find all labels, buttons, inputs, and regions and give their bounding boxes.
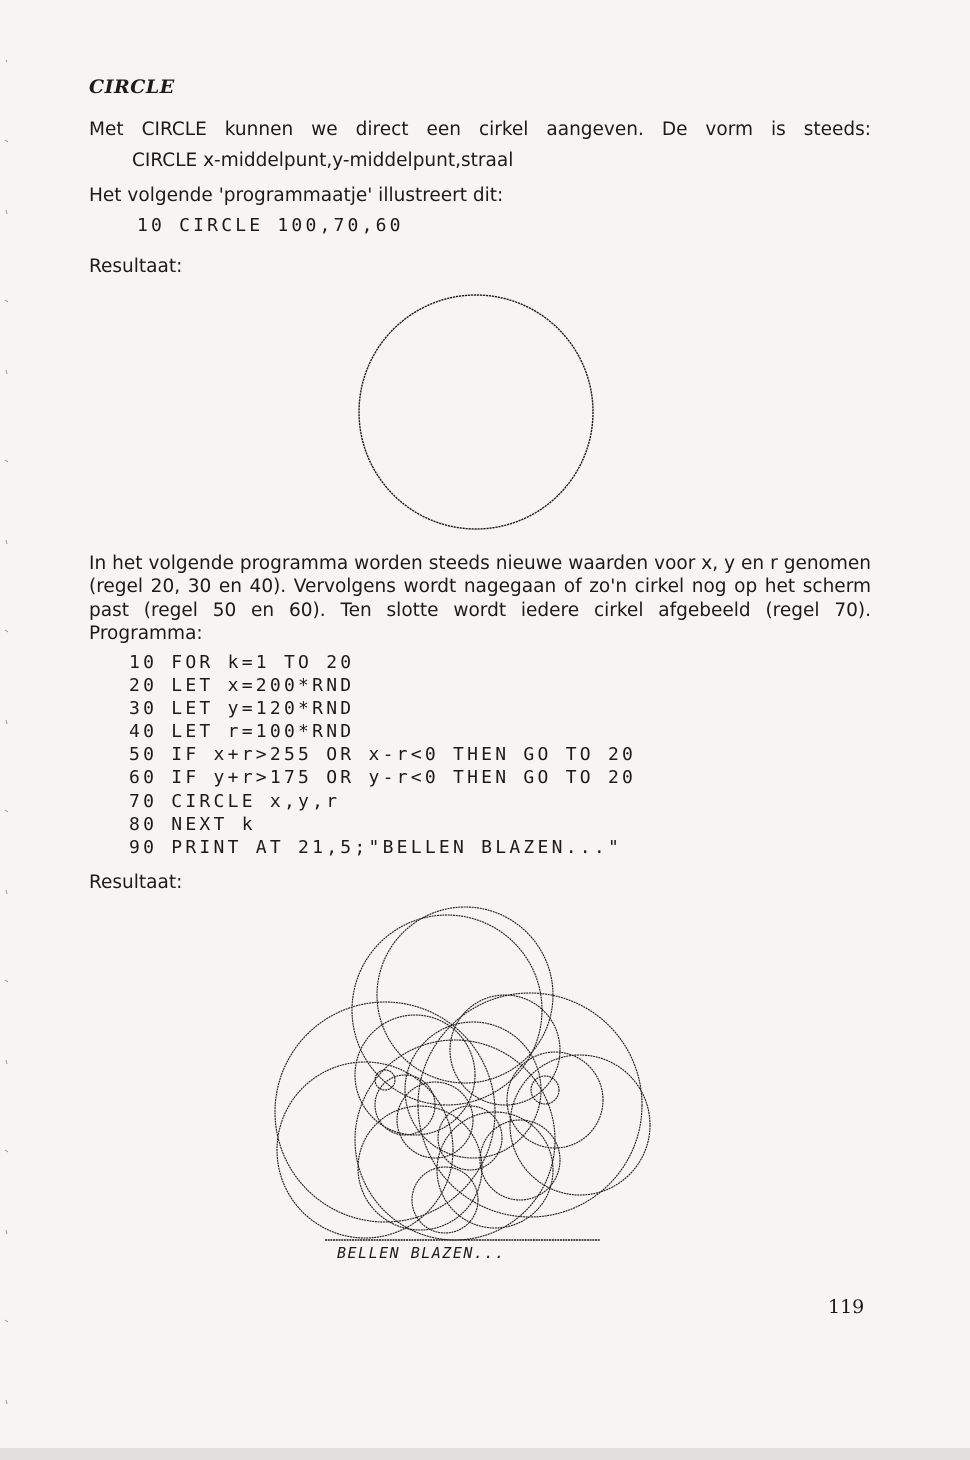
section-title: CIRCLE	[89, 76, 175, 98]
example-intro: Het volgende 'programmaatje' illustreert dit:	[89, 185, 504, 206]
result-label-2: Resultaat:	[89, 872, 183, 893]
program-line: 10 FOR k=1 TO 20	[129, 652, 355, 673]
screen-output-text: BELLEN BLAZEN...	[337, 1244, 506, 1262]
program-line: 80 NEXT k	[129, 813, 256, 835]
program-paragraph: In het volgende programma worden steeds nieuwe waarden voor x, y en r genomen (regel 20, 30 en 40). Vervolgens wordt nagegaan of zo'n cirkel nog op het scherm past (regel 50 en 60). Ten slotte wordt iedere cirkel afgebeeld (regel 70). Programma:	[89, 553, 871, 644]
example-code: 10 CIRCLE 100,70,60	[137, 215, 404, 236]
syntax-line: CIRCLE x-middelpunt,y-middelpunt,straal	[132, 150, 514, 171]
page-number: 119	[828, 1296, 865, 1318]
page-bottom-edge	[0, 1448, 970, 1460]
perforated-edge	[0, 0, 14, 1460]
program-line: 70 CIRCLE x,y,r	[129, 790, 341, 812]
program-line: 50 IF x+r>255 OR x-r<0 THEN GO TO 20	[129, 744, 637, 766]
program-line: 30 LET y=120*RND	[129, 698, 355, 720]
program-line: 60 IF y+r>175 OR y-r<0 THEN GO TO 20	[129, 767, 637, 789]
result-label-1: Resultaat:	[89, 256, 183, 277]
bubbles-figure	[265, 900, 655, 1265]
program-listing	[129, 651, 636, 859]
program-line: 40 LET r=100*RND	[129, 721, 355, 743]
single-circle-figure	[350, 290, 602, 535]
intro-paragraph: Met CIRCLE kunnen we direct een cirkel aangeven. De vorm is steeds:	[89, 119, 871, 140]
program-line: 90 PRINT AT 21,5;"BELLEN BLAZEN..."	[129, 836, 623, 858]
program-line: 20 LET x=200*RND	[129, 675, 355, 697]
